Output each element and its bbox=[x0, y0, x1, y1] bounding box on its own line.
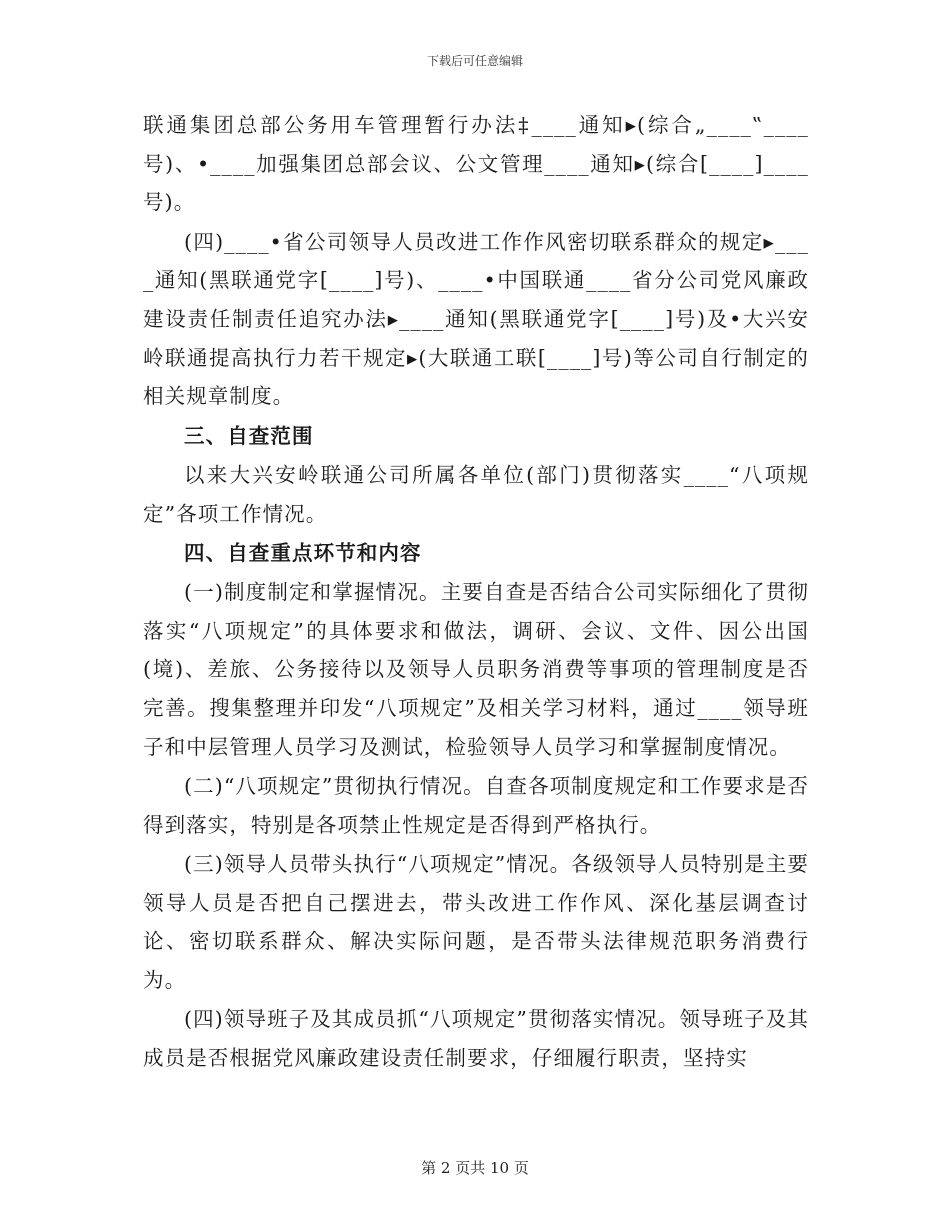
paragraph-scope: 以来大兴安岭联通公司所属各单位(部门)贯彻落实____“八项规定”各项工作情况。 bbox=[143, 462, 809, 526]
paragraph-item-3: (三)领导人员带头执行“八项规定”情况。各级领导人员特别是主要领导人员是否把自己摆进去，带头改进工作作风、深化基层调查讨论、密切联系群众、解决实际问题，是否带头法律规范职务消费行为。 bbox=[143, 851, 809, 992]
paragraph-item-1: (一)制度制定和掌握情况。主要自查是否结合公司实际细化了贯彻落实“八项规定”的具体要求和做法，调研、会议、文件、因公出国(境)、差旅、公务接待以及领导人员职务消费等事项的管理制度是否完善。搜集整理并印发“八项规定”及相关学习材料，通过____领导班子和中层管理人员学习及测试，检验领导人员学习和掌握制度情况。 bbox=[143, 579, 809, 759]
page-header: 下载后可任意编辑 bbox=[426, 54, 523, 68]
paragraph-item-4: (四)领导班子及其成员抓“八项规定”贯彻落实情况。领导班子及其成员是否根据党风廉政建设责任制要求，仔细履行职责，坚持实 bbox=[143, 1007, 809, 1070]
page-footer: 第 2 页共 10 页 bbox=[421, 1159, 529, 1177]
document-body bbox=[143, 106, 809, 1078]
paragraph-2: (四)____•省公司领导人员改进工作作风密切联系群众的规定▸____通知(黑联通党字[____]号)、____•中国联通____省分公司党风廉政建设责任制责任追究办法▸____通知(黑联通党字[____]号)及•大兴安岭联通提高执行力若干规定▸(大联通工联[____]号)等公司自行制定的相关规章制度。 bbox=[143, 229, 809, 409]
paragraph-item-2: (二)“八项规定”贯彻执行情况。自查各项制度规定和工作要求是否得到落实，特别是各项禁止性规定是否得到严格执行。 bbox=[143, 773, 809, 837]
paragraph-1: 联通集团总部公务用车管理暂行办法‡____通知▸(综合„____‟____号)、•____加强集团总部会议、公文管理____通知▸(综合[____]____号)。 bbox=[143, 113, 809, 215]
section-heading-key-content: 四、自查重点环节和内容 bbox=[184, 540, 422, 565]
section-heading-scope: 三、自查范围 bbox=[184, 423, 314, 448]
